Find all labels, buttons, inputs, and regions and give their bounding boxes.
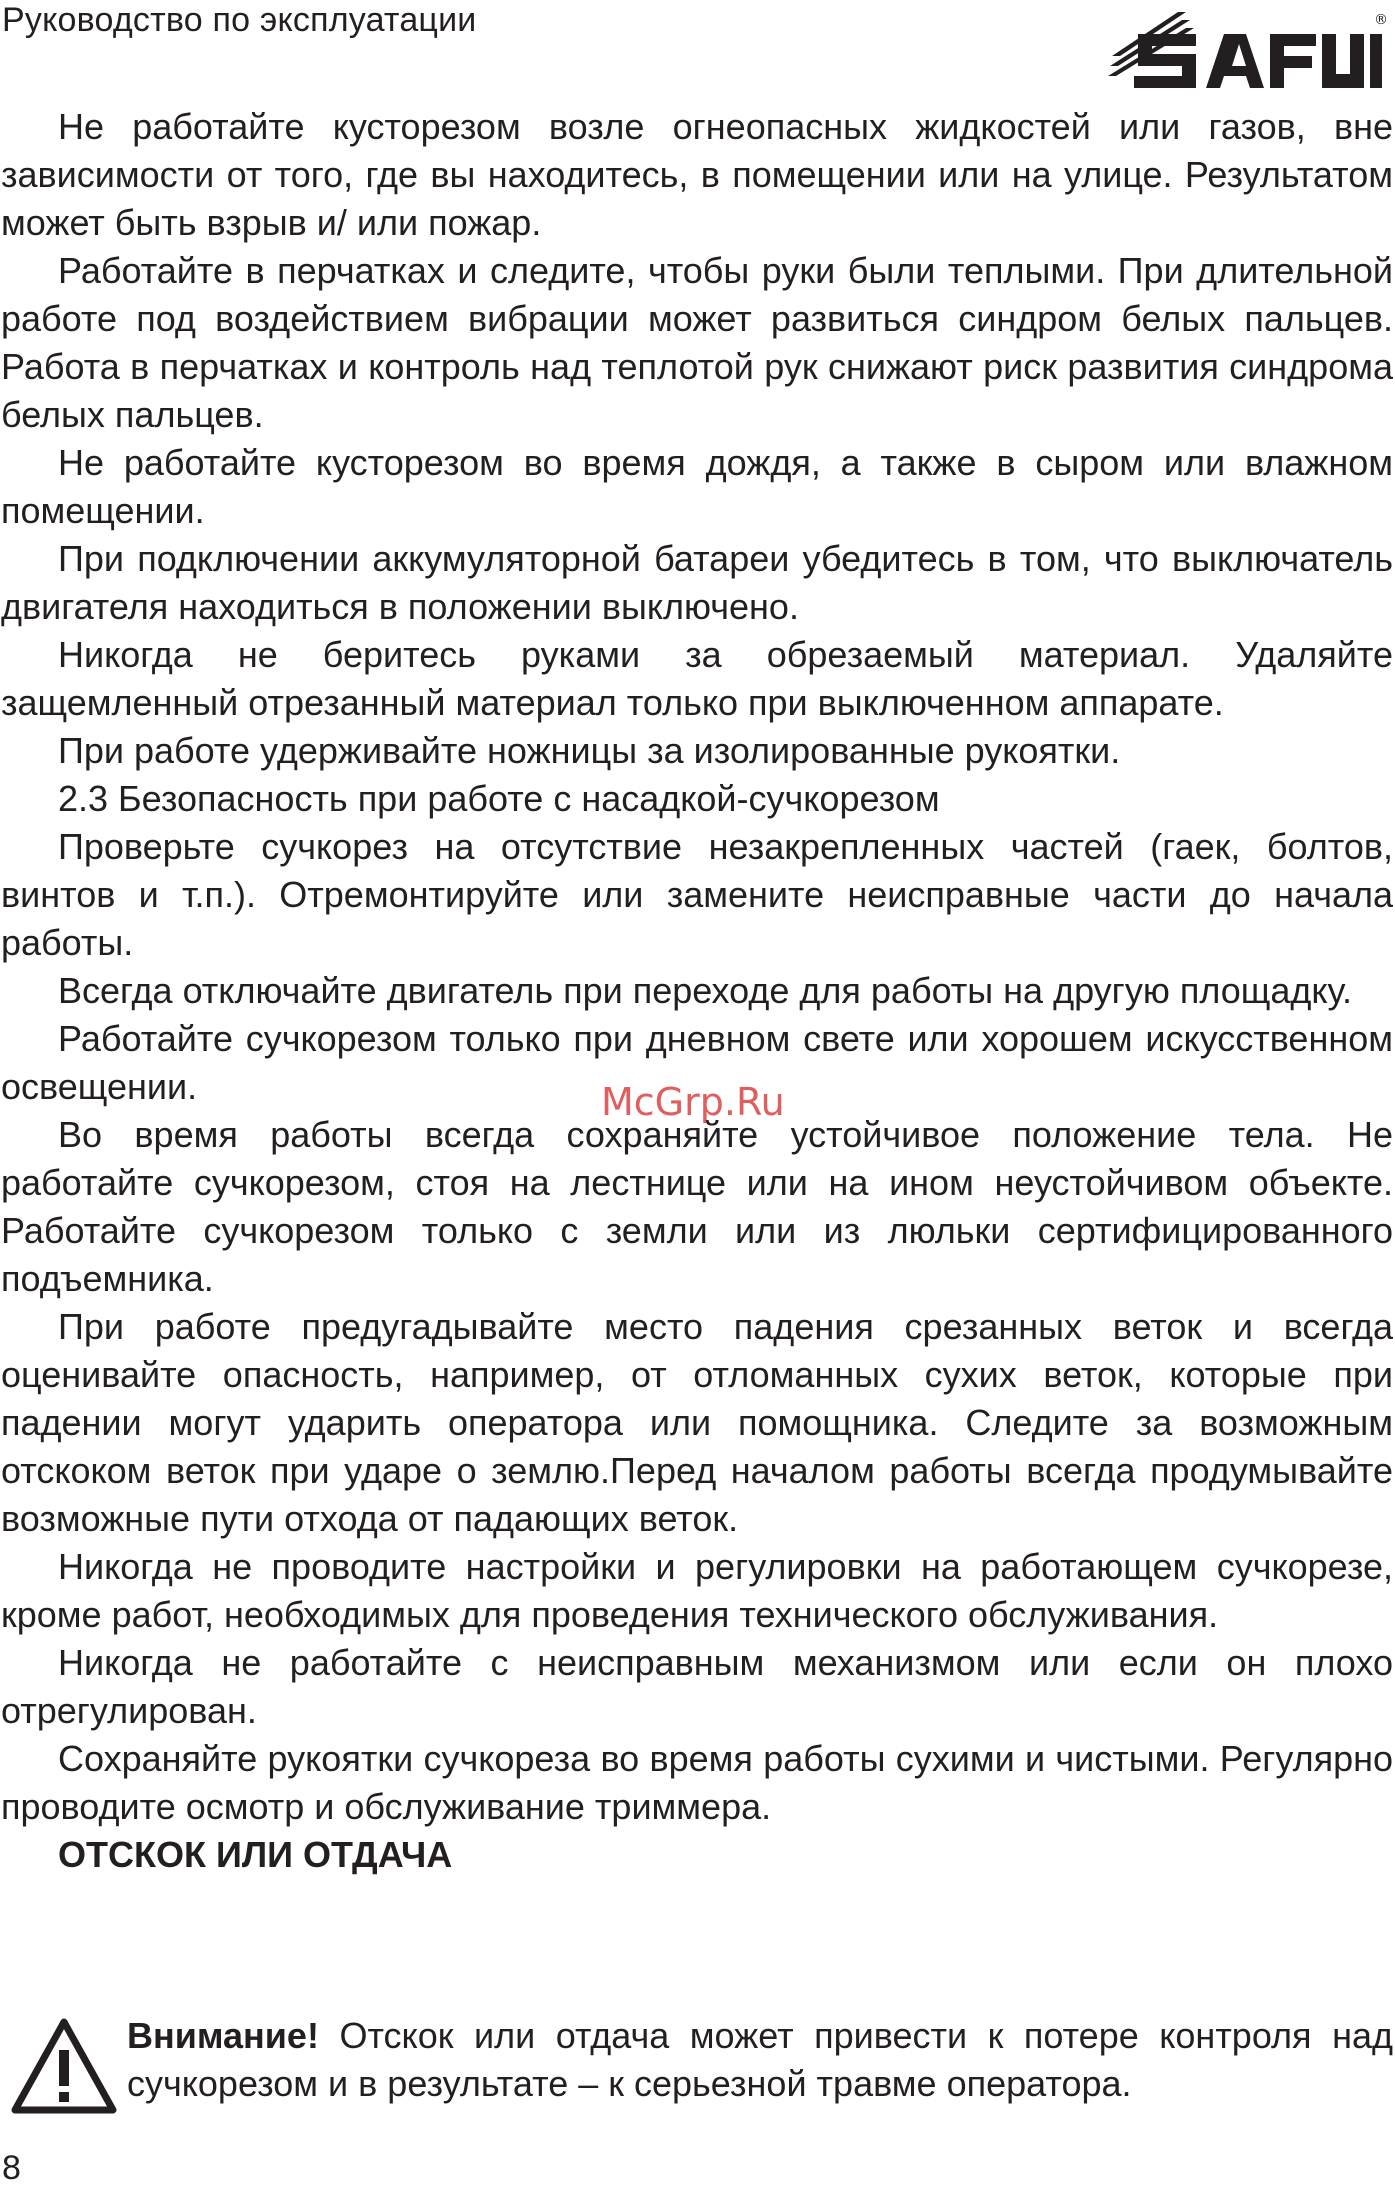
logo-lettering <box>1134 34 1382 88</box>
paragraph-no-adjustments: Никогда не проводите настройки и регулировки на работающем сучкорезе, кроме работ, необходимых для проведения технического обслуживания. <box>1 1546 1393 1635</box>
paragraph-check-parts: Проверьте сучкорез на отсутствие незакрепленных частей (гаек, болтов, винтов и т.п.). Отремонтируйте или замените неисправные части до начала работы. <box>1 826 1393 963</box>
paragraph-faulty-mechanism: Никогда не работайте с неисправным механизмом или если он плохо отрегулирован. <box>1 1642 1393 1731</box>
document-header-title: Руководство по эксплуатации <box>2 1 477 39</box>
page-number: 8 <box>2 2149 21 2187</box>
paragraph-clean-handles: Сохраняйте рукоятки сучкореза во время работы сухими и чистыми. Регулярно проводите осмотр и обслуживание триммера. <box>1 1738 1393 1827</box>
warning-text <box>127 2012 1393 2108</box>
watermark: McGrp.Ru <box>601 1080 785 1124</box>
paragraph-material: Никогда не беритесь руками за обрезаемый материал. Удаляйте защемленный отрезанный материал только при выключенном аппарате. <box>1 634 1393 723</box>
paragraph-handles: При работе удерживайте ножницы за изолированные рукоятки. <box>58 730 1121 771</box>
warning-label: Внимание! <box>127 2015 319 2056</box>
section-subtitle-pruner-safety: 2.3 Безопасность при работе с насадкой-сучкорезом <box>58 778 940 819</box>
warning-triangle-icon <box>11 2018 117 2114</box>
warning-block <box>1 2012 1393 2122</box>
warning-message: Отскок или отдача может привести к потере контроля над сучкорезом и в результате – к серьезной травме оператора. <box>127 2015 1393 2104</box>
paragraph-engine-off: Всегда отключайте двигатель при переходе для работы на другую площадку. <box>58 970 1352 1011</box>
paragraph-rain: Не работайте кусторезом во время дождя, а также в сыром или влажном помещении. <box>1 442 1393 531</box>
paragraph-lighting: Работайте сучкорезом только при дневном свете или хорошем искусственном освещении. <box>1 1018 1393 1107</box>
safun-logo <box>1108 4 1388 92</box>
registered-mark: ® <box>1374 12 1388 28</box>
section-heading-kickback: ОТСКОК ИЛИ ОТДАЧА <box>58 1834 453 1875</box>
paragraph-battery: При подключении аккумуляторной батареи убедитесь в том, что выключатель двигателя находиться в положении выключено. <box>1 538 1393 627</box>
paragraph-flammable: Не работайте кусторезом возле огнеопасных жидкостей или газов, вне зависимости от того, где вы находитесь, в помещении или на улице. Результатом может быть взрыв и/ или пожар. <box>1 106 1393 243</box>
manual-body <box>1 103 1393 1879</box>
paragraph-stable-position: Во время работы всегда сохраняйте устойчивое положение тела. Не работайте сучкорезом, стоя на лестнице или на ином неустойчивом объекте. Работайте сучкорезом только с земли или из люльки сертифицированного подъемника. <box>1 1114 1393 1299</box>
paragraph-gloves: Работайте в перчатках и следите, чтобы руки были теплыми. При длительной работе под воздействием вибрации может развиться синдром белых пальцев. Работа в перчатках и контроль над теплотой рук снижают риск развития синдрома белых пальцев. <box>1 250 1393 435</box>
paragraph-falling-branches: При работе предугадывайте место падения срезанных веток и всегда оценивайте опасность, например, от отломанных сухих веток, которые при падении могут ударить оператора или помощника. Следите за возможным отскоком веток при ударе о землю.Перед началом работы всегда продумывайте возможные пути отхода от падающих веток. <box>1 1306 1393 1539</box>
